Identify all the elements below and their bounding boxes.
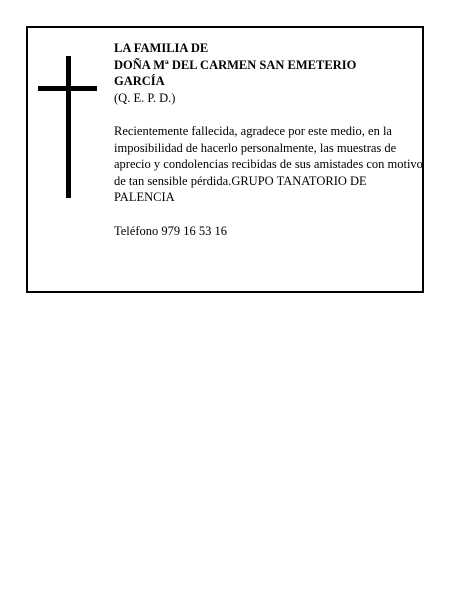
gratitude-paragraph: Recientemente fallecida, agradece por este medio, en la imposibilidad de hacerlo personalmente, las muestras de aprecio y condolencias recibidas de sus amistades con motivo de tan sensible pérdida.GRUPO TANATORIO DE PALENCIA (114, 124, 423, 204)
death-notice-box (26, 26, 424, 293)
notice-text (114, 40, 426, 239)
heading-line-name: DOÑA Mª DEL CARMEN SAN EMETERIO (114, 57, 357, 72)
phone-number: Teléfono 979 16 53 16 (114, 223, 227, 238)
cross-horizontal-bar (38, 86, 97, 91)
heading-line-family: LA FAMILIA DE (114, 41, 209, 55)
rip-abbreviation: (Q. E. P. D.) (114, 90, 176, 105)
cross-vertical-bar (66, 56, 71, 198)
heading-line-surname: GARCÍA (114, 74, 165, 88)
